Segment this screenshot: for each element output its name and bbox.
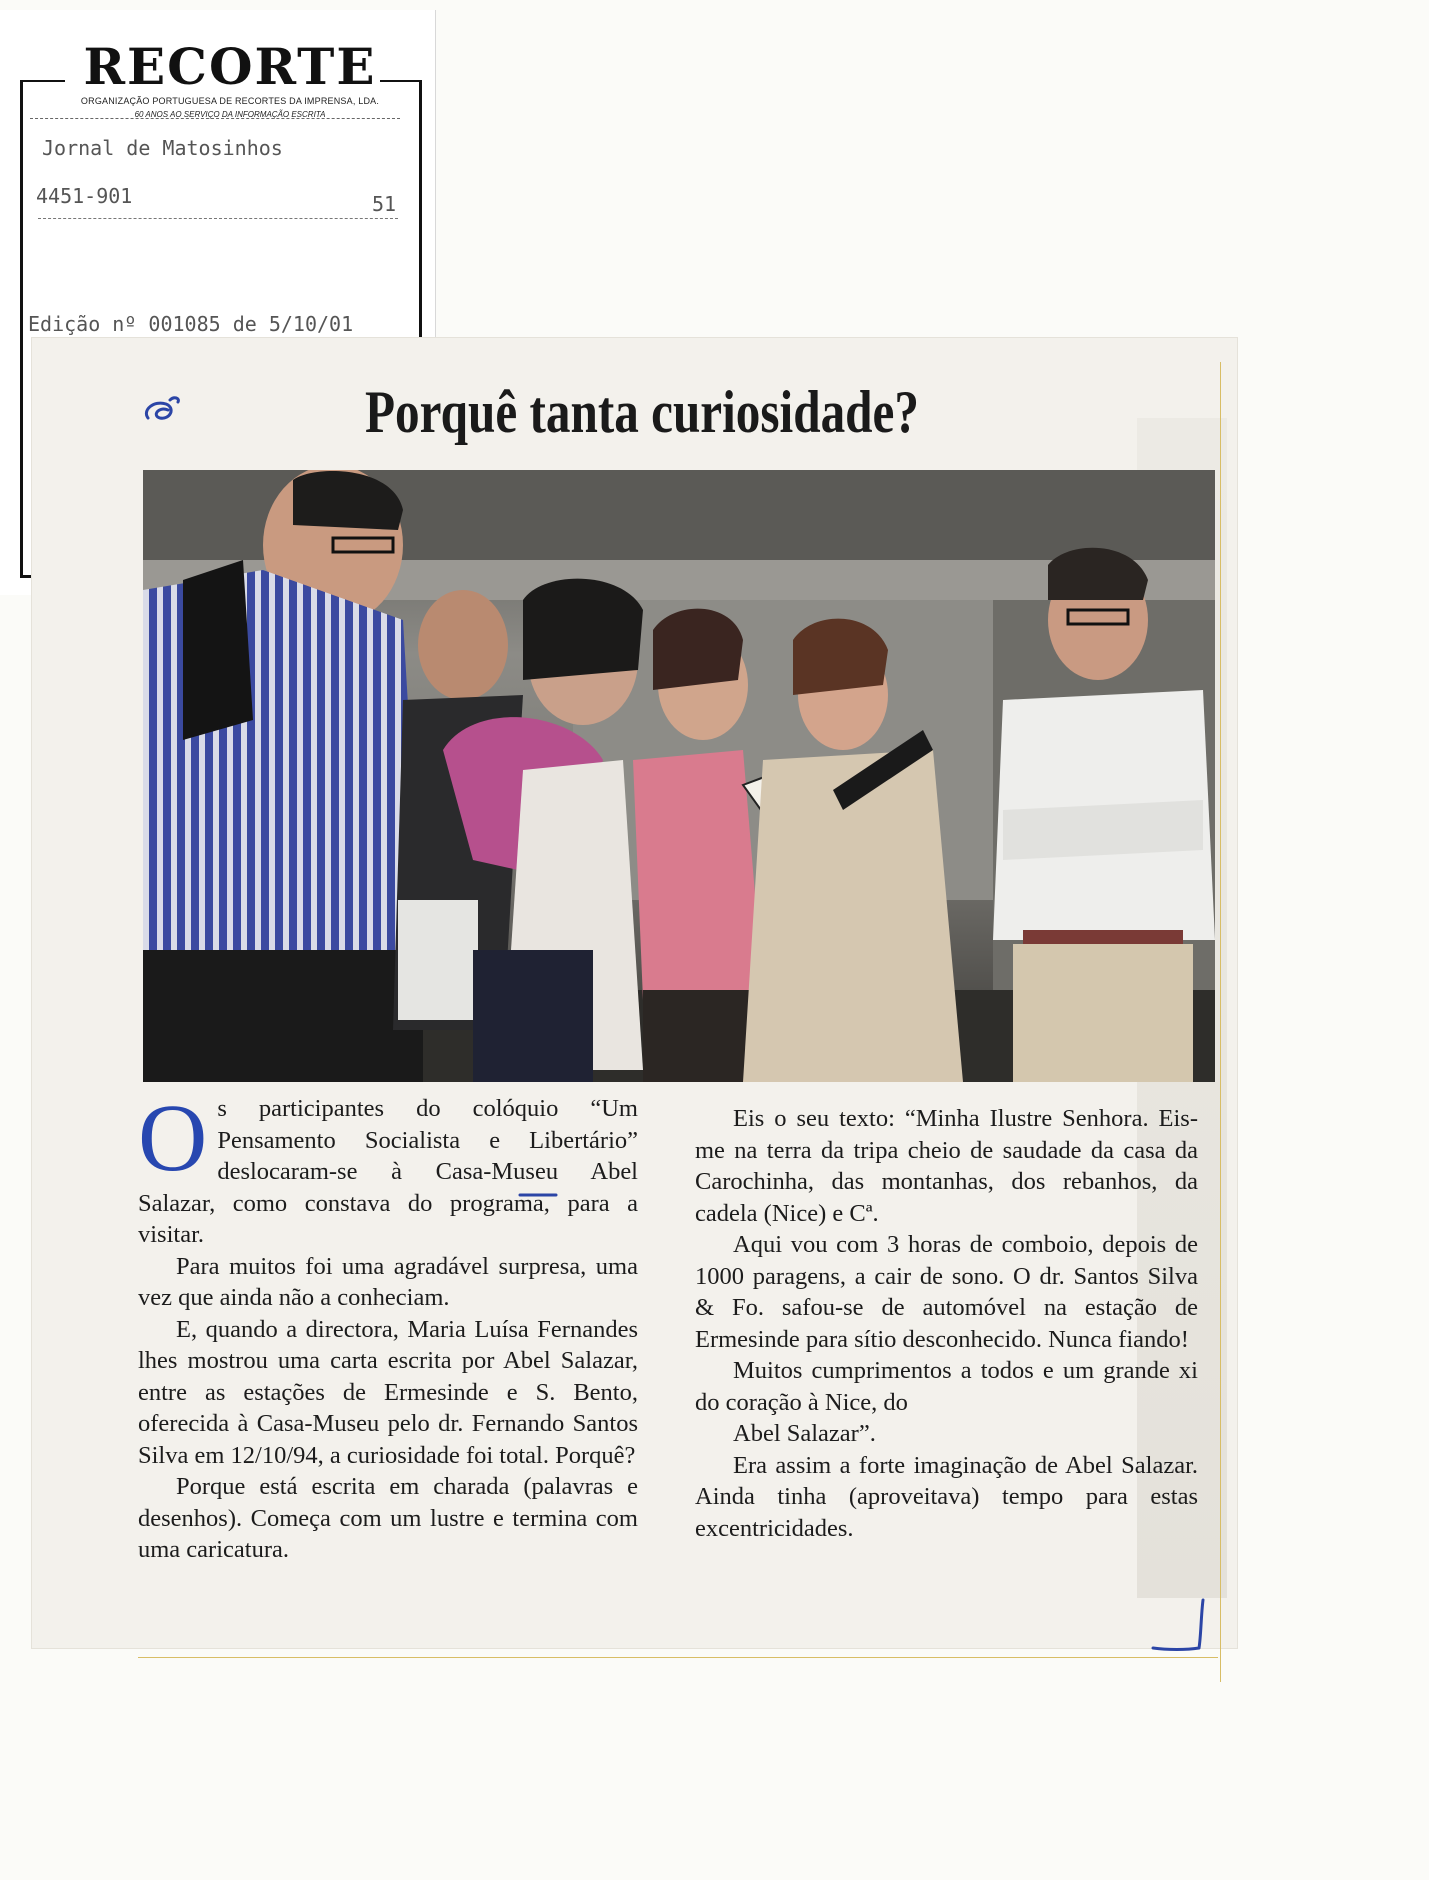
stamp-tagline: 60 ANOS AO SERVIÇO DA INFORMAÇÃO ESCRITA bbox=[134, 110, 326, 119]
article-headline: Porquê tanta curiosidade? bbox=[365, 379, 919, 445]
article-paragraph: E, quando a directora, Maria Luísa Fernandes lhes mostrou uma carta escrita por Abel Salazar, entre as estações de Ermesinde e S. Bento, oferecida à Casa-Museu pelo dr. Fernando Santos Silva em 12/10/94, a curiosidade foi total. Porquê? bbox=[138, 1315, 638, 1469]
stamp-page-number: 51 bbox=[372, 192, 397, 216]
article-paragraph: Era assim a forte imaginação de Abel Salazar. Ainda tinha (aproveitava) tempo para estas excentricidades. bbox=[695, 1451, 1198, 1542]
photo-illustration bbox=[143, 470, 1215, 1082]
pen-checkmark-icon bbox=[1147, 1596, 1207, 1656]
article-paragraph: Para muitos foi uma agradável surpresa, uma vez que ainda não a conheciam. bbox=[138, 1252, 638, 1311]
stamp-code: 4451-901 bbox=[36, 184, 133, 208]
dropcap: O bbox=[138, 1084, 208, 1191]
article-column-left bbox=[138, 1084, 638, 1566]
stamp-edition: Edição nº 001085 de 5/10/01 bbox=[28, 312, 354, 336]
article-photo bbox=[143, 470, 1215, 1082]
pen-underline-icon bbox=[518, 1192, 558, 1198]
article-paragraph: Muitos cumprimentos a todos e um grande xi do coração à Nice, do bbox=[695, 1357, 1198, 1416]
stamp-divider bbox=[30, 118, 400, 119]
clipping-edge-rule bbox=[1220, 362, 1221, 1682]
article-paragraph: Porque está escrita em charada (palavras e desenhos). Começa com um lustre e termina com uma caricatura. bbox=[138, 1473, 638, 1563]
stamp-journal-name: Jornal de Matosinhos bbox=[42, 136, 283, 160]
article-signature: Abel Salazar”. bbox=[733, 1420, 876, 1447]
stamp-divider bbox=[38, 218, 398, 219]
stamp-organization: ORGANIZAÇÃO PORTUGUESA DE RECORTES DA IMPRENSA, LDA. bbox=[80, 96, 380, 106]
article-column-right bbox=[695, 1103, 1198, 1544]
stamp-logo: RECORTE bbox=[83, 37, 377, 96]
article-paragraph: Os participantes do colóquio “Um Pensamento Socialista e Libertário” deslocaram-se à Casa-Museu Abel Salazar, como constava do programa, para a visitar. bbox=[138, 1084, 638, 1248]
handwritten-mark-icon bbox=[140, 392, 186, 426]
article-paragraph: Aqui vou com 3 horas de comboio, depois de 1000 paragens, a cair de sono. O dr. Santos Silva & Fo. safou-se de automóvel na estação de Ermesinde para sítio desconhecido. Nunca fiando! bbox=[695, 1231, 1198, 1353]
clipping-edge-rule bbox=[138, 1657, 1218, 1658]
article-paragraph: Eis o seu texto: “Minha Ilustre Senhora. Eis-me na terra da tripa cheio de saudade da casa da Carochinha, das montanhas, dos rebanhos, da cadela (Nice) e Cª. bbox=[695, 1105, 1198, 1227]
